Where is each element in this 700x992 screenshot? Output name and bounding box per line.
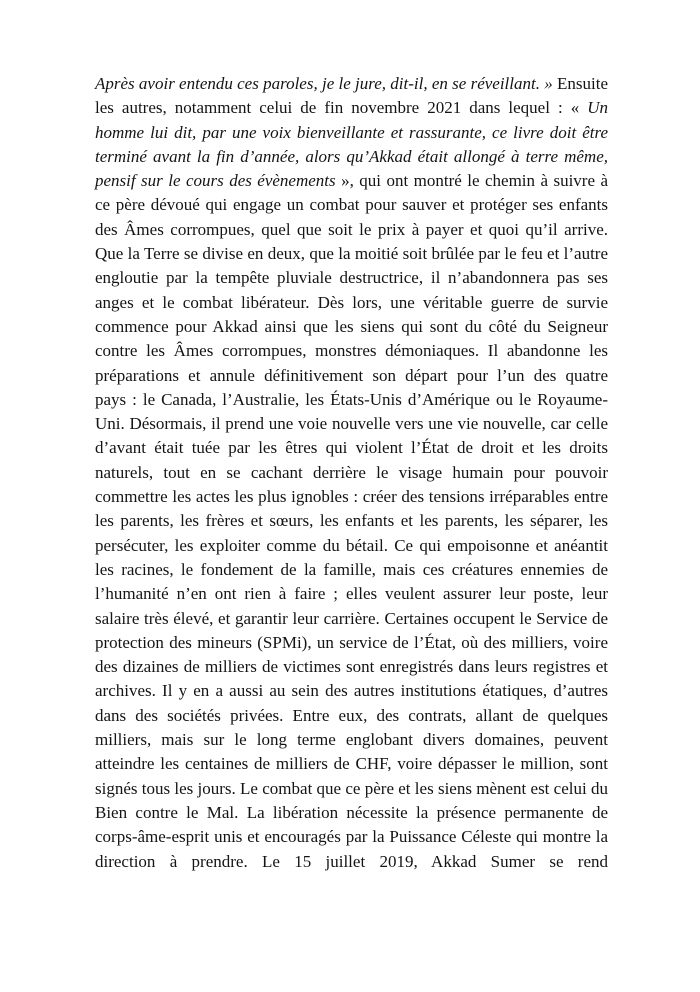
text-run: Un homme lui dit, par une voix bienveillante et rassurante, ce livre doit être terminé avant la fin d’année, alors qu’Akkad était allongé à terre même, pensif sur le cours des évènements: [95, 98, 608, 191]
body-text: [95, 72, 608, 874]
text-run: Après avoir entendu ces paroles, je le jure, dit-il, en se réveillant. »: [95, 74, 553, 93]
text-run: », qui ont montré le chemin à suivre à ce père dévoué qui engage un combat pour sauver et protéger ses enfants des Âmes corrompues, quel que soit le prix à payer et quoi qu’il arrive. Que la Terre se divise en deux, que la moitié soit brûlée par le feu et l’autre engloutie par la tempête pluviale destructrice, il n’abandonnera pas ses anges et le combat libérateur. Dès lors, une véritable guerre de survie commence pour Akkad ainsi que les siens qui sont du côté du Seigneur contre les Âmes corrompues, monstres démoniaques. Il abandonne les préparations et annule définitivement son départ pour l’un des quatre pays : le Canada, l’Australie, les États-Unis d’Amérique ou le Royaume-Uni. Désormais, il prend une voie nouvelle vers une vie nouvelle, car celle d’avant était tuée par les êtres qui violent l’État de droit et les droits naturels, tout en se cachant derrière le visage humain pour pouvoir commettre les actes les plus ignobles : créer des tensions irréparables entre les parents, les frères et sœurs, les enfants et les parents, les séparer, les persécuter, les exploiter comme du bétail. Ce qui empoisonne et anéantit les racines, le fondement de la famille, mais ces créatures ennemies de l’humanité n’en ont rien à faire ; elles veulent assurer leur poste, leur salaire très élevé, et garantir leur carrière. Certaines occupent le Service de protection des mineurs (SPMi), un service de l’État, où des milliers, voire des dizaines de milliers de victimes sont enregistrés dans leurs registres et archives. Il y en a aussi au sein des autres institutions étatiques, d’autres dans des sociétés privées. Entre eux, des contrats, allant de quelques milliers, mais sur le long terme englobant divers domaines, peuvent atteindre les centaines de milliers de CHF, voire dépasser le million, sont signés tous les jours. Le combat que ce père et les siens mènent est celui du Bien contre le Mal. La libération nécessite la présence permanente de corps-âme-esprit unis et encouragés par la Puissance Céleste qui montre la direction à prendre. Le 15 juillet 2019, Akkad Sumer se rend: [95, 171, 609, 871]
text-run: Ensuite les autres, notamment celui de fin novembre 2021 dans lequel : «: [95, 74, 608, 118]
